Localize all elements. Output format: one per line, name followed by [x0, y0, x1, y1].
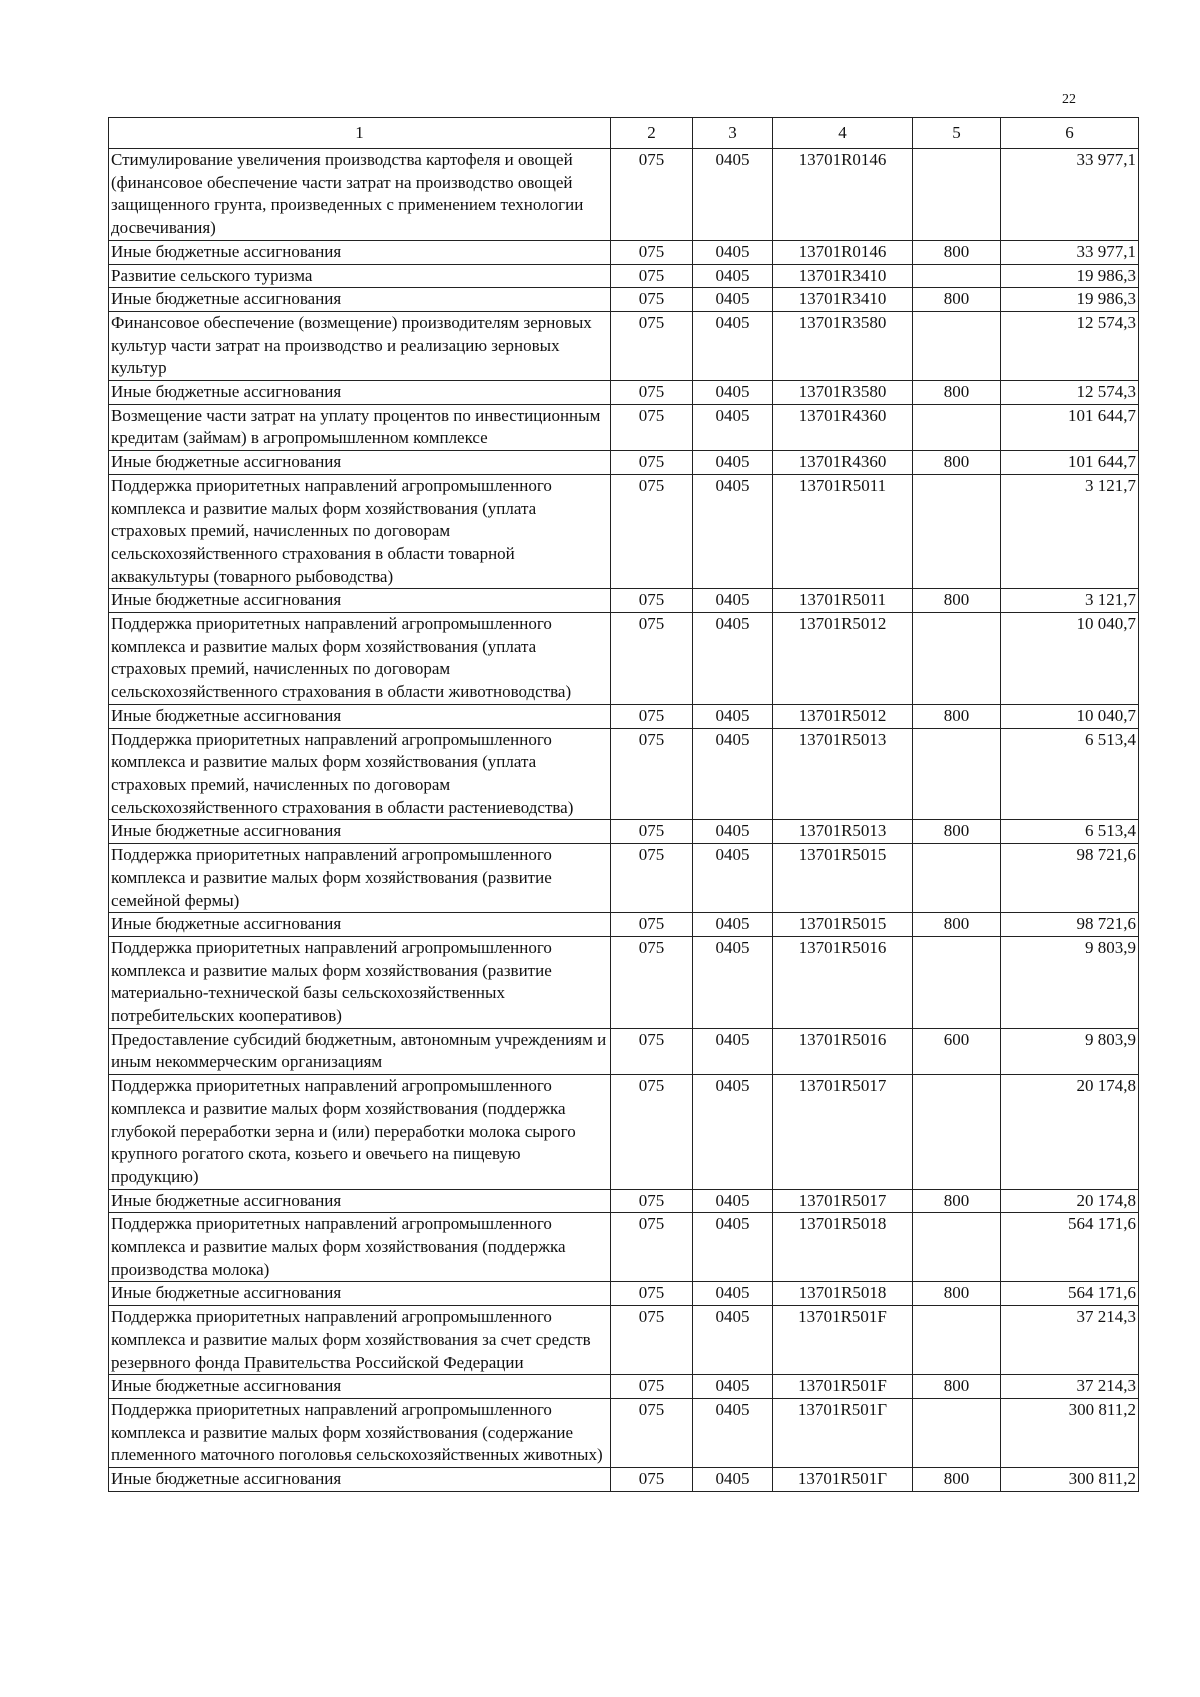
row-expense-type — [913, 1213, 1001, 1282]
row-section-code: 0405 — [693, 474, 773, 589]
row-amount: 20 174,8 — [1001, 1075, 1139, 1190]
row-target-code: 13701R5011 — [773, 589, 913, 613]
header-col-2: 2 — [611, 118, 693, 149]
row-expense-type: 800 — [913, 1468, 1001, 1492]
row-admin-code: 075 — [611, 1075, 693, 1190]
table-row — [109, 613, 1139, 705]
row-expense-type — [913, 1398, 1001, 1467]
row-admin-code: 075 — [611, 913, 693, 937]
table-row — [109, 240, 1139, 264]
row-target-code: 13701R5012 — [773, 704, 913, 728]
row-section-code: 0405 — [693, 381, 773, 405]
row-expense-type — [913, 264, 1001, 288]
row-name: Иные бюджетные ассигнования — [109, 1282, 611, 1306]
row-name: Поддержка приоритетных направлений агропромышленного комплекса и развитие малых форм хозяйствования (уплата страховых премий, начисленных по договорам сельскохозяйственного страхования в области растениеводства) — [109, 728, 611, 820]
row-target-code: 13701R5015 — [773, 844, 913, 913]
row-expense-type — [913, 474, 1001, 589]
row-name: Возмещение части затрат на уплату процентов по инвестиционным кредитам (займам) в агропромышленном комплексе — [109, 404, 611, 450]
table-body — [109, 149, 1139, 1492]
row-amount: 10 040,7 — [1001, 704, 1139, 728]
row-amount: 33 977,1 — [1001, 240, 1139, 264]
row-target-code: 13701R4360 — [773, 404, 913, 450]
budget-table — [108, 117, 1139, 1492]
header-col-1: 1 — [109, 118, 611, 149]
row-name: Поддержка приоритетных направлений агропромышленного комплекса и развитие малых форм хозяйствования (уплата страховых премий, начисленных по договорам сельскохозяйственного страхования в области товарной аквакультуры (товарного рыбоводства) — [109, 474, 611, 589]
row-name: Иные бюджетные ассигнования — [109, 589, 611, 613]
row-section-code: 0405 — [693, 1375, 773, 1399]
row-expense-type — [913, 1075, 1001, 1190]
table-row — [109, 1375, 1139, 1399]
row-amount: 9 803,9 — [1001, 1028, 1139, 1074]
header-col-4: 4 — [773, 118, 913, 149]
row-section-code: 0405 — [693, 1213, 773, 1282]
row-name: Поддержка приоритетных направлений агропромышленного комплекса и развитие малых форм хозяйствования (развитие семейной фермы) — [109, 844, 611, 913]
row-amount: 19 986,3 — [1001, 288, 1139, 312]
row-target-code: 13701R5015 — [773, 913, 913, 937]
table-row — [109, 913, 1139, 937]
row-name: Развитие сельского туризма — [109, 264, 611, 288]
row-amount: 12 574,3 — [1001, 311, 1139, 380]
table-row — [109, 1213, 1139, 1282]
table-row — [109, 1189, 1139, 1213]
row-admin-code: 075 — [611, 1468, 693, 1492]
row-admin-code: 075 — [611, 1306, 693, 1375]
row-target-code: 13701R0146 — [773, 149, 913, 241]
row-section-code: 0405 — [693, 913, 773, 937]
row-target-code: 13701R501Г — [773, 1398, 913, 1467]
row-section-code: 0405 — [693, 149, 773, 241]
table-row — [109, 1468, 1139, 1492]
row-section-code: 0405 — [693, 1189, 773, 1213]
table-row — [109, 1282, 1139, 1306]
row-admin-code: 075 — [611, 1028, 693, 1074]
row-expense-type: 800 — [913, 451, 1001, 475]
row-section-code: 0405 — [693, 451, 773, 475]
row-amount: 6 513,4 — [1001, 728, 1139, 820]
row-amount: 300 811,2 — [1001, 1468, 1139, 1492]
table-row — [109, 936, 1139, 1028]
row-amount: 12 574,3 — [1001, 381, 1139, 405]
row-section-code: 0405 — [693, 1398, 773, 1467]
row-target-code: 13701R5017 — [773, 1075, 913, 1190]
header-col-6: 6 — [1001, 118, 1139, 149]
row-admin-code: 075 — [611, 404, 693, 450]
row-target-code: 13701R3580 — [773, 381, 913, 405]
row-name: Иные бюджетные ассигнования — [109, 288, 611, 312]
row-admin-code: 075 — [611, 844, 693, 913]
row-admin-code: 075 — [611, 311, 693, 380]
row-amount: 6 513,4 — [1001, 820, 1139, 844]
row-admin-code: 075 — [611, 1213, 693, 1282]
header-col-3: 3 — [693, 118, 773, 149]
row-section-code: 0405 — [693, 288, 773, 312]
table-row — [109, 1028, 1139, 1074]
row-target-code: 13701R0146 — [773, 240, 913, 264]
row-admin-code: 075 — [611, 589, 693, 613]
table-row — [109, 311, 1139, 380]
row-amount: 101 644,7 — [1001, 404, 1139, 450]
table-row — [109, 264, 1139, 288]
row-name: Поддержка приоритетных направлений агропромышленного комплекса и развитие малых форм хозяйствования (содержание племенного маточного поголовья сельскохозяйственных животных) — [109, 1398, 611, 1467]
row-amount: 300 811,2 — [1001, 1398, 1139, 1467]
row-admin-code: 075 — [611, 288, 693, 312]
row-target-code: 13701R501F — [773, 1306, 913, 1375]
row-name: Поддержка приоритетных направлений агропромышленного комплекса и развитие малых форм хозяйствования (развитие материально-технической базы сельскохозяйственных потребительских кооперативов) — [109, 936, 611, 1028]
table-row — [109, 1075, 1139, 1190]
row-expense-type: 800 — [913, 1282, 1001, 1306]
row-section-code: 0405 — [693, 844, 773, 913]
row-admin-code: 075 — [611, 1398, 693, 1467]
row-section-code: 0405 — [693, 1075, 773, 1190]
row-amount: 98 721,6 — [1001, 844, 1139, 913]
row-amount: 20 174,8 — [1001, 1189, 1139, 1213]
row-admin-code: 075 — [611, 704, 693, 728]
table-row — [109, 149, 1139, 241]
row-section-code: 0405 — [693, 240, 773, 264]
row-admin-code: 075 — [611, 264, 693, 288]
row-name: Поддержка приоритетных направлений агропромышленного комплекса и развитие малых форм хозяйствования (поддержка производства молока) — [109, 1213, 611, 1282]
row-name: Иные бюджетные ассигнования — [109, 1375, 611, 1399]
row-expense-type: 800 — [913, 1375, 1001, 1399]
row-section-code: 0405 — [693, 1468, 773, 1492]
table-row — [109, 1306, 1139, 1375]
table-row — [109, 474, 1139, 589]
table-row — [109, 820, 1139, 844]
row-section-code: 0405 — [693, 589, 773, 613]
row-name: Иные бюджетные ассигнования — [109, 381, 611, 405]
row-name: Поддержка приоритетных направлений агропромышленного комплекса и развитие малых форм хозяйствования (поддержка глубокой переработки зерна и (или) переработки молока сырого крупного рогатого скота, козьего и овечьего на пищевую продукцию) — [109, 1075, 611, 1190]
row-expense-type: 800 — [913, 704, 1001, 728]
row-expense-type: 800 — [913, 288, 1001, 312]
row-name: Поддержка приоритетных направлений агропромышленного комплекса и развитие малых форм хозяйствования за счет средств резервного фонда Правительства Российской Федерации — [109, 1306, 611, 1375]
row-target-code: 13701R5017 — [773, 1189, 913, 1213]
row-name: Иные бюджетные ассигнования — [109, 240, 611, 264]
row-name: Поддержка приоритетных направлений агропромышленного комплекса и развитие малых форм хозяйствования (уплата страховых премий, начисленных по договорам сельскохозяйственного страхования в области животноводства) — [109, 613, 611, 705]
row-section-code: 0405 — [693, 264, 773, 288]
row-amount: 33 977,1 — [1001, 149, 1139, 241]
row-amount: 3 121,7 — [1001, 589, 1139, 613]
row-expense-type — [913, 311, 1001, 380]
row-admin-code: 075 — [611, 451, 693, 475]
row-expense-type: 800 — [913, 1189, 1001, 1213]
row-amount: 564 171,6 — [1001, 1282, 1139, 1306]
row-admin-code: 075 — [611, 936, 693, 1028]
row-expense-type — [913, 149, 1001, 241]
row-section-code: 0405 — [693, 404, 773, 450]
row-name: Стимулирование увеличения производства картофеля и овощей (финансовое обеспечение части затрат на производство овощей защищенного грунта, произведенных с применением технологии досвечивания) — [109, 149, 611, 241]
row-admin-code: 075 — [611, 474, 693, 589]
row-name: Иные бюджетные ассигнования — [109, 704, 611, 728]
row-expense-type: 600 — [913, 1028, 1001, 1074]
row-section-code: 0405 — [693, 613, 773, 705]
row-admin-code: 075 — [611, 1375, 693, 1399]
table-row — [109, 844, 1139, 913]
row-target-code: 13701R3410 — [773, 264, 913, 288]
row-amount: 3 121,7 — [1001, 474, 1139, 589]
row-section-code: 0405 — [693, 704, 773, 728]
row-admin-code: 075 — [611, 149, 693, 241]
row-expense-type — [913, 936, 1001, 1028]
table-row — [109, 704, 1139, 728]
row-target-code: 13701R5016 — [773, 936, 913, 1028]
row-expense-type: 800 — [913, 589, 1001, 613]
row-expense-type: 800 — [913, 820, 1001, 844]
row-section-code: 0405 — [693, 936, 773, 1028]
row-expense-type — [913, 404, 1001, 450]
row-name: Иные бюджетные ассигнования — [109, 1189, 611, 1213]
row-name: Финансовое обеспечение (возмещение) производителям зерновых культур части затрат на производство и реализацию зерновых культур — [109, 311, 611, 380]
row-target-code: 13701R4360 — [773, 451, 913, 475]
table-row — [109, 288, 1139, 312]
row-section-code: 0405 — [693, 1282, 773, 1306]
row-admin-code: 075 — [611, 613, 693, 705]
row-expense-type: 800 — [913, 913, 1001, 937]
row-section-code: 0405 — [693, 1306, 773, 1375]
row-expense-type — [913, 844, 1001, 913]
row-section-code: 0405 — [693, 728, 773, 820]
row-target-code: 13701R5013 — [773, 728, 913, 820]
row-name: Иные бюджетные ассигнования — [109, 451, 611, 475]
row-target-code: 13701R501Г — [773, 1468, 913, 1492]
row-target-code: 13701R5018 — [773, 1213, 913, 1282]
row-admin-code: 075 — [611, 820, 693, 844]
row-amount: 564 171,6 — [1001, 1213, 1139, 1282]
row-name: Иные бюджетные ассигнования — [109, 1468, 611, 1492]
row-expense-type — [913, 728, 1001, 820]
row-target-code: 13701R5012 — [773, 613, 913, 705]
row-section-code: 0405 — [693, 820, 773, 844]
table-row — [109, 404, 1139, 450]
row-target-code: 13701R3580 — [773, 311, 913, 380]
row-target-code: 13701R3410 — [773, 288, 913, 312]
row-section-code: 0405 — [693, 311, 773, 380]
row-target-code: 13701R5016 — [773, 1028, 913, 1074]
row-expense-type: 800 — [913, 381, 1001, 405]
row-expense-type — [913, 613, 1001, 705]
row-amount: 19 986,3 — [1001, 264, 1139, 288]
row-amount: 9 803,9 — [1001, 936, 1139, 1028]
row-name: Иные бюджетные ассигнования — [109, 820, 611, 844]
table-row — [109, 589, 1139, 613]
row-admin-code: 075 — [611, 1282, 693, 1306]
row-expense-type — [913, 1306, 1001, 1375]
row-admin-code: 075 — [611, 240, 693, 264]
row-section-code: 0405 — [693, 1028, 773, 1074]
table-header-row — [109, 118, 1139, 149]
table-row — [109, 381, 1139, 405]
row-target-code: 13701R5011 — [773, 474, 913, 589]
table-row — [109, 728, 1139, 820]
row-amount: 37 214,3 — [1001, 1306, 1139, 1375]
row-amount: 98 721,6 — [1001, 913, 1139, 937]
table-row — [109, 451, 1139, 475]
row-name: Иные бюджетные ассигнования — [109, 913, 611, 937]
row-target-code: 13701R5013 — [773, 820, 913, 844]
row-amount: 37 214,3 — [1001, 1375, 1139, 1399]
row-admin-code: 075 — [611, 1189, 693, 1213]
page-number: 22 — [1062, 92, 1076, 107]
row-expense-type: 800 — [913, 240, 1001, 264]
row-admin-code: 075 — [611, 728, 693, 820]
row-target-code: 13701R5018 — [773, 1282, 913, 1306]
row-target-code: 13701R501F — [773, 1375, 913, 1399]
row-name: Предоставление субсидий бюджетным, автономным учреждениям и иным некоммерческим организациям — [109, 1028, 611, 1074]
row-amount: 10 040,7 — [1001, 613, 1139, 705]
row-admin-code: 075 — [611, 381, 693, 405]
table-row — [109, 1398, 1139, 1467]
header-col-5: 5 — [913, 118, 1001, 149]
row-amount: 101 644,7 — [1001, 451, 1139, 475]
